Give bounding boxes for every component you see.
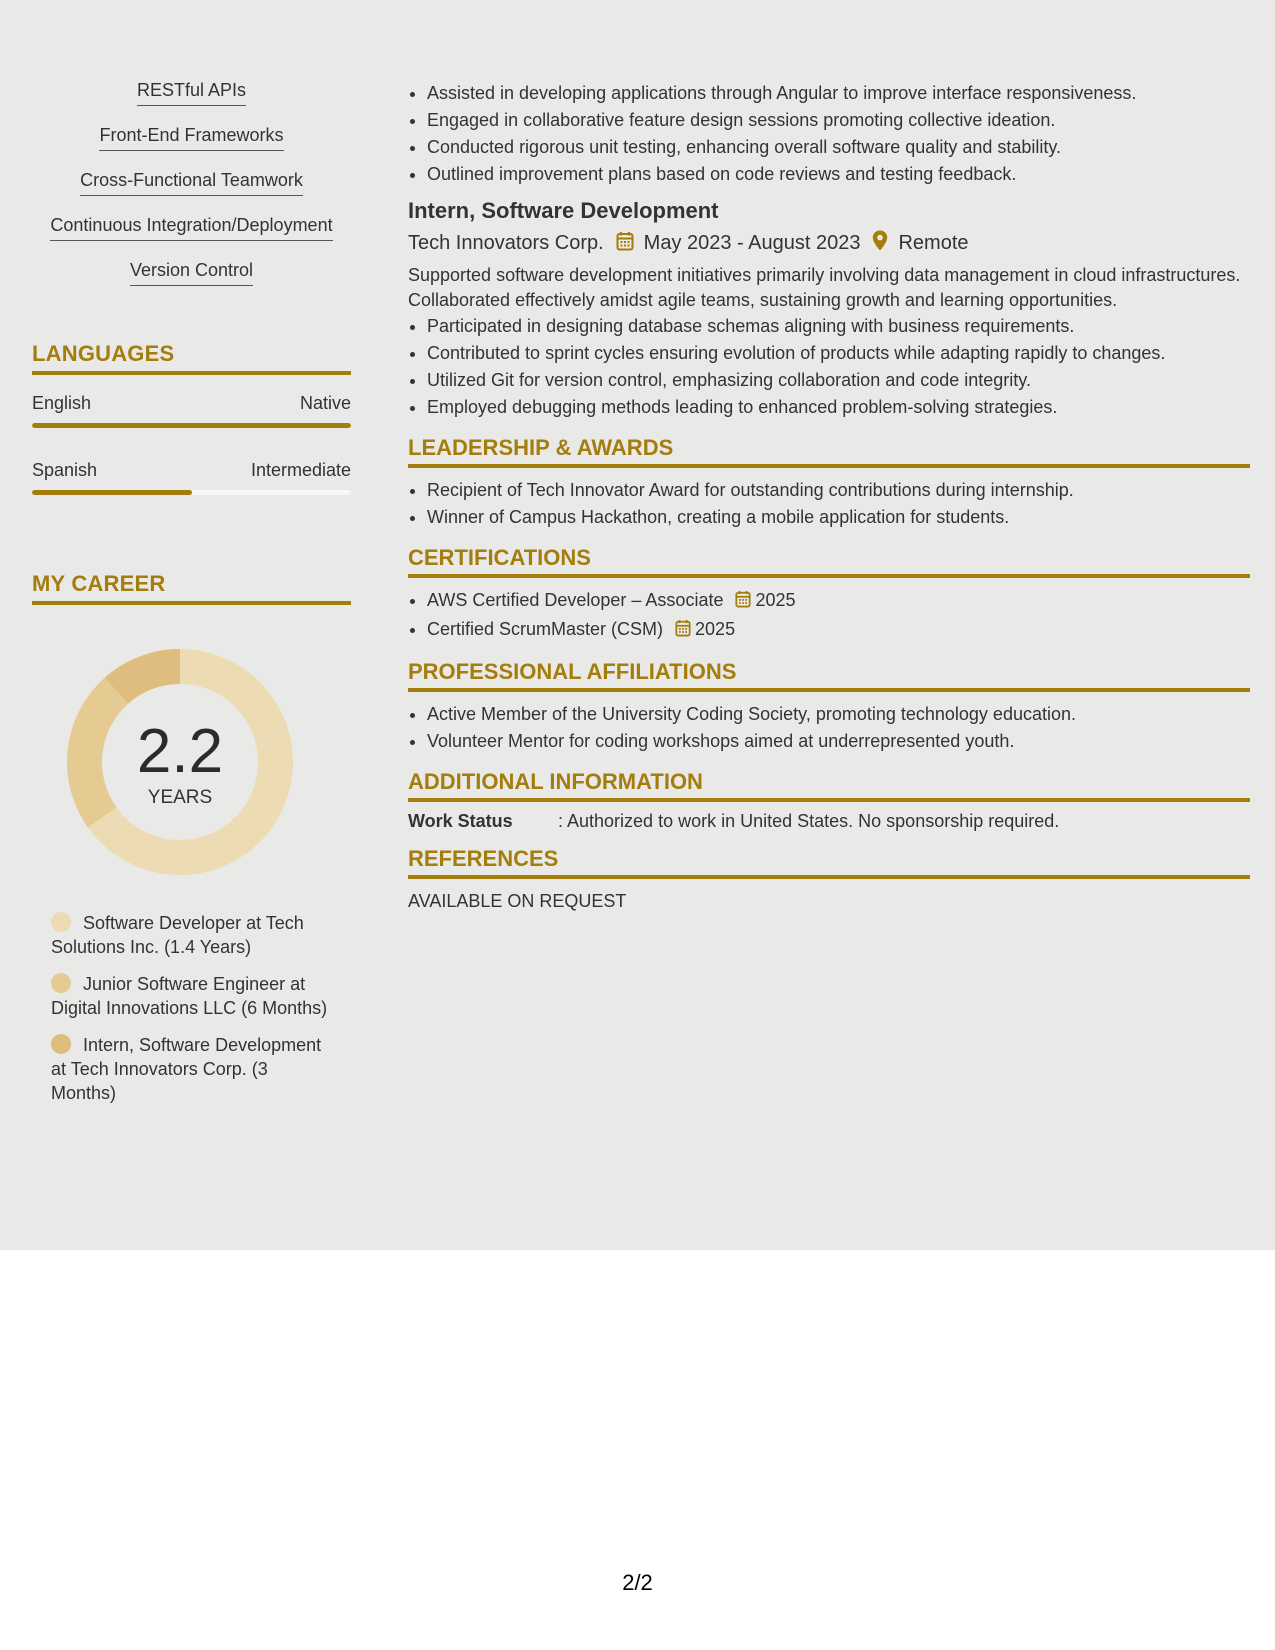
languages-heading: LANGUAGES [32, 341, 351, 375]
certifications-heading: CERTIFICATIONS [408, 545, 1250, 578]
skill-tag: RESTful APIs [137, 80, 246, 106]
skills-list [32, 80, 351, 305]
language-level: Native [299, 393, 351, 413]
language-proficiency-bar [32, 490, 351, 495]
certification-year: 2025 [755, 590, 796, 610]
skill-tag: Continuous Integration/Deployment [50, 215, 332, 241]
skill-item [32, 170, 351, 215]
language-name: Spanish [32, 460, 98, 480]
skill-tag: Version Control [130, 260, 253, 286]
calendar-icon [616, 231, 634, 257]
certification-name: Certified ScrumMaster (CSM) [427, 619, 664, 639]
references-section [408, 846, 1250, 912]
certification-name: AWS Certified Developer – Associate [427, 590, 724, 610]
job-title: Intern, Software Development [408, 198, 719, 223]
career-role-label: Junior Software Engineer at Digital Innovations LLC (6 Months) [51, 974, 328, 1018]
bullet-item: • Engaged in collaborative feature design sessions promoting collective ideation. [427, 107, 1250, 134]
language-proficiency-bar [32, 423, 351, 428]
career-total-value: 2.2 [136, 717, 224, 786]
skill-item [32, 125, 351, 170]
references-text: AVAILABLE ON REQUEST [408, 891, 627, 911]
certifications-list [408, 587, 1250, 645]
bullet-item: • Winner of Campus Hackathon, creating a mobile application for students. [427, 504, 1250, 531]
references-heading: REFERENCES [408, 846, 1250, 879]
job-entry [408, 198, 1250, 421]
job-meta [408, 230, 1250, 257]
career-role-label: Software Developer at Tech Solutions Inc. (1.4 Years) [51, 913, 304, 957]
bullet-item: • Conducted rigorous unit testing, enhancing overall software quality and stability. [427, 134, 1250, 161]
job-location: Remote [898, 232, 969, 254]
calendar-icon [675, 618, 691, 645]
language-english [32, 393, 351, 428]
skill-item [32, 260, 351, 305]
career-total-unit: YEARS [147, 787, 213, 808]
calendar-icon [735, 589, 751, 616]
additional-info-section [408, 769, 1250, 832]
career-donut-chart [67, 649, 293, 875]
certification-year: 2025 [695, 619, 736, 639]
affiliations-list [408, 701, 1250, 755]
work-status-label: Work Status [408, 811, 513, 831]
career-heading: MY CAREER [32, 571, 351, 605]
legend-dot [51, 912, 71, 932]
leadership-list [408, 477, 1250, 531]
work-status-row [408, 811, 1250, 832]
additional-info-heading: ADDITIONAL INFORMATION [408, 769, 1250, 802]
legend-dot [51, 973, 71, 993]
legend-dot [51, 1034, 71, 1054]
bullet-item: • Utilized Git for version control, emphasizing collaboration and code integrity. [427, 367, 1250, 394]
bullet-item: • Participated in designing database schemas aligning with business requirements. [427, 313, 1250, 340]
skill-tag: Cross-Functional Teamwork [80, 170, 303, 196]
bullet-item: • Outlined improvement plans based on code reviews and testing feedback. [427, 161, 1250, 188]
career-legend-item [51, 911, 331, 959]
certification-item [427, 616, 1250, 645]
skill-item [32, 80, 351, 125]
language-name: English [32, 393, 92, 413]
bullet-item: • Employed debugging methods leading to enhanced problem-solving strategies. [427, 394, 1250, 421]
work-status-value: : Authorized to work in United States. No sponsorship required. [558, 811, 1060, 831]
affiliations-heading: PROFESSIONAL AFFILIATIONS [408, 659, 1250, 692]
certifications-section [408, 545, 1250, 645]
affiliations-section [408, 659, 1250, 755]
certification-item [427, 587, 1250, 616]
language-level: Intermediate [250, 460, 351, 480]
skill-item [32, 215, 351, 260]
career-legend-item [51, 1033, 331, 1105]
page-number: 2/2 [622, 1570, 653, 1595]
right-column [408, 80, 1250, 912]
map-pin-icon [872, 230, 888, 257]
language-proficiency-fill [32, 423, 351, 428]
job-bullets [408, 313, 1250, 421]
bullet-item: • Active Member of the University Coding Society, promoting technology education. [427, 701, 1250, 728]
career-legend-item [51, 972, 331, 1020]
leadership-heading: LEADERSHIP & AWARDS [408, 435, 1250, 468]
career-legend [51, 911, 331, 1105]
bullet-item: • Recipient of Tech Innovator Award for outstanding contributions during internship. [427, 477, 1250, 504]
bullet-item: • Assisted in developing applications through Angular to improve interface responsiveness. [427, 80, 1250, 107]
job-description: Supported software development initiatives primarily involving data management in cloud infrastructures. Collaborated effectively amidst agile teams, sustaining growth and learning opportunities. [408, 265, 1241, 310]
bullet-item: • Volunteer Mentor for coding workshops aimed at underrepresented youth. [427, 728, 1250, 755]
experience-continued-bullets [408, 80, 1250, 188]
skill-tag: Front-End Frameworks [99, 125, 283, 151]
bullet-item: • Contributed to sprint cycles ensuring evolution of products while adapting rapidly to changes. [427, 340, 1250, 367]
career-role-label: Intern, Software Development at Tech Innovators Corp. (3 Months) [51, 1035, 322, 1103]
language-proficiency-fill [32, 490, 192, 495]
leadership-section [408, 435, 1250, 531]
left-column [32, 80, 351, 1118]
language-spanish [32, 460, 351, 495]
job-dates: May 2023 - August 2023 [643, 232, 861, 254]
job-company: Tech Innovators Corp. [408, 232, 604, 254]
